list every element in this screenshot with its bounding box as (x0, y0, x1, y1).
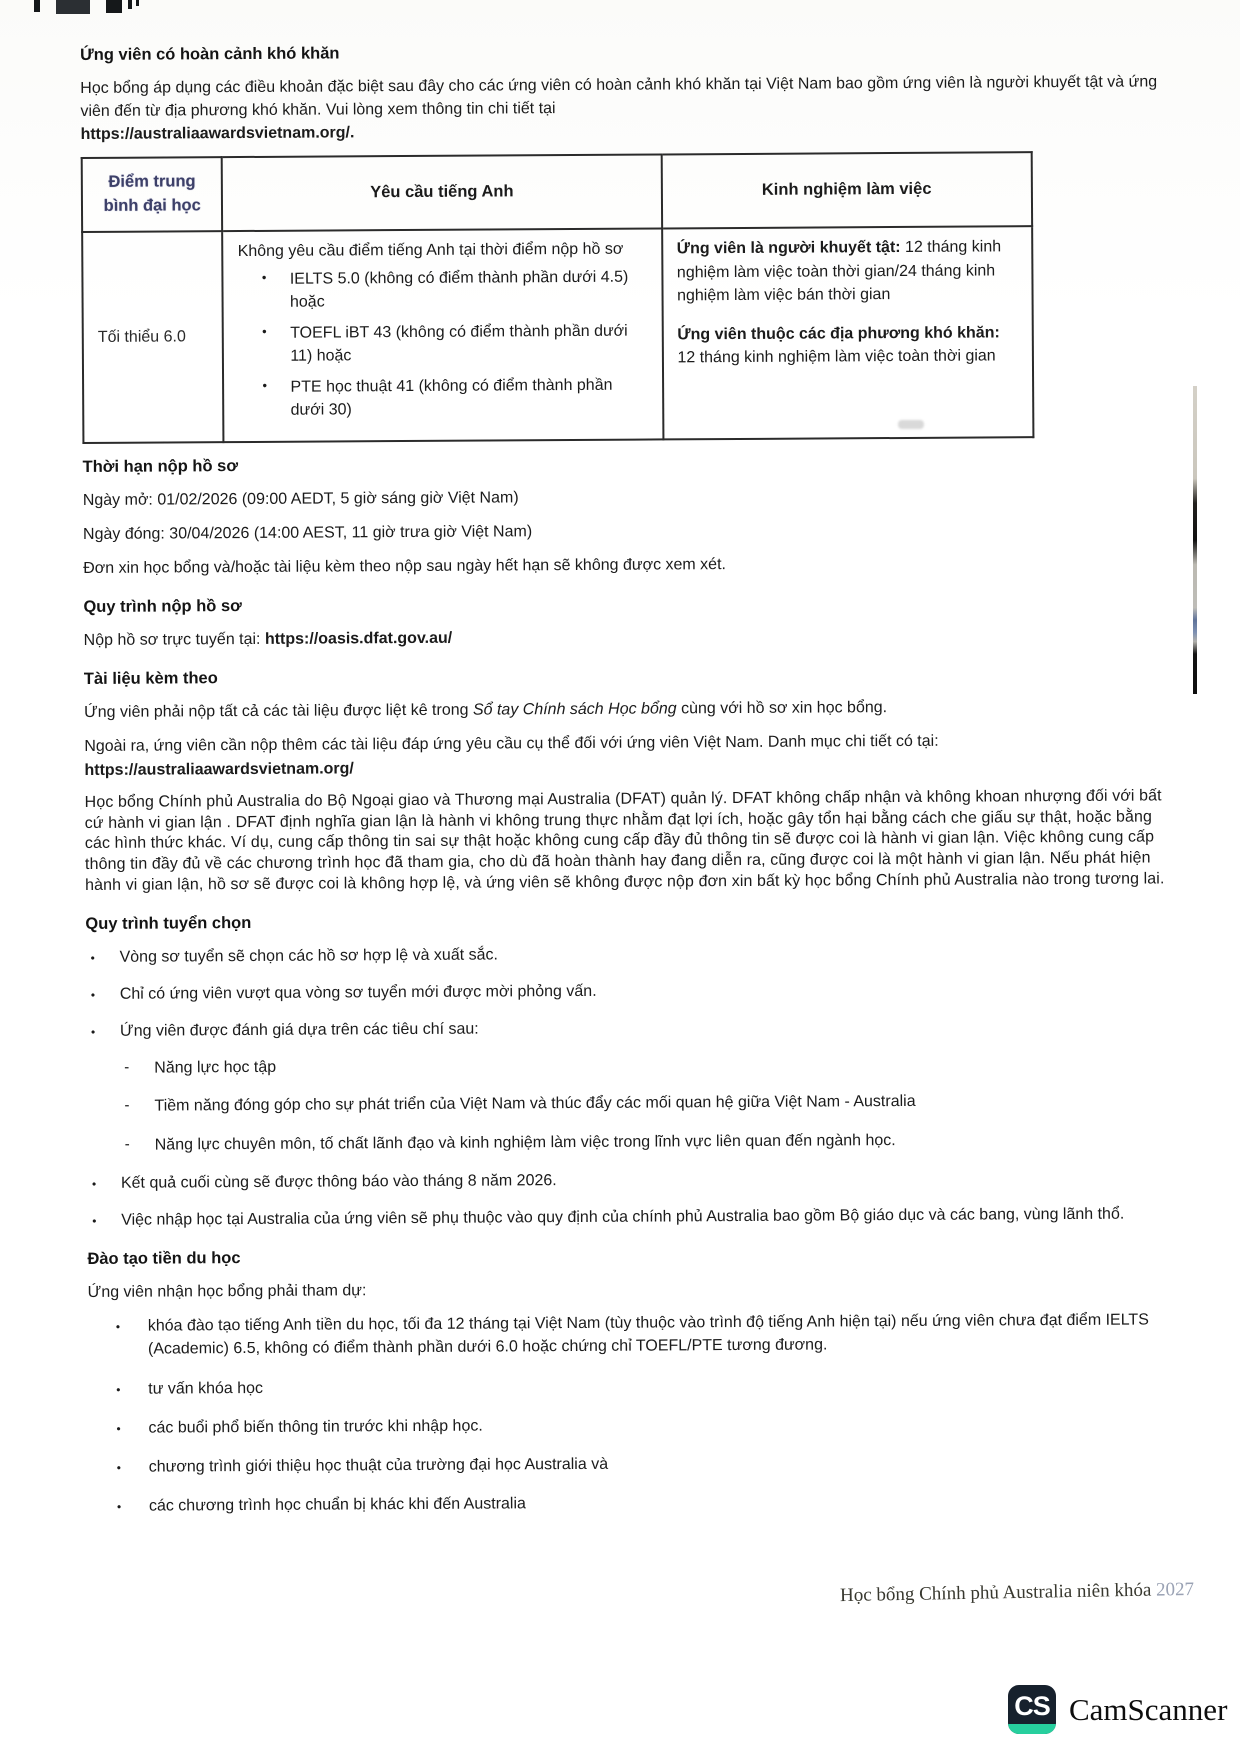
paragraph-fraud-policy: Học bổng Chính phủ Australia do Bộ Ngoại giao và Thương mại Australia (DFAT) quản lý. DFAT không chấp nhận và không khoan nhượng đối với bất cứ hành vi gian lận . DFAT định nghĩa gian lận là hành vi không trung thực nhằm đạt lợi ích, hoặc gây tổn hại bằng cách che giấu sự thật, hoặc bằng các hình thức khác. Ví dụ, cung cấp thông tin sai sự thật hoặc không cung cấp đầy đủ thông tin sẽ được coi là hành vi gian lận. Việc không cung cấp thông tin đầy đủ về các chương trình học đã tham gia, cho dù đã hoàn thành hay đang diễn ra, cũng được coi là một hành vi gian lận. Nếu phát hiện hành vi gian lận, hồ sơ sẽ được coi là không hợp lệ, và ứng viên sẽ không được nộp đơn xin bất kỳ học bổng Chính phủ Australia nào trong tương lai. (84, 787, 1165, 894)
pre-departure-intro: Ứng viên nhận học bổng phải tham dự: (87, 1282, 367, 1302)
documents-url: https://australiaawardsvietnam.org/ (84, 759, 354, 779)
heading-selection-process: Quy trình tuyển chọn (85, 913, 252, 933)
list-item (86, 1089, 1170, 1119)
cell-english-requirements (223, 229, 663, 442)
dash-icon: - (124, 1135, 130, 1153)
pre-departure-bullet: các buổi phổ biến thông tin trước khi nhập học. (148, 1417, 483, 1437)
bullet-icon: • (90, 987, 96, 1002)
requirements-table (81, 152, 1035, 444)
bullet-icon: • (262, 378, 268, 394)
handbook-title: Sổ tay Chính sách Học bổng (472, 700, 677, 719)
list-item (87, 1202, 1171, 1232)
pre-departure-bullet: các chương trình học chuẩn bị khác khi đến Australia (148, 1495, 526, 1515)
scan-artifact-mark (34, 0, 40, 12)
submission-url: https://oasis.dfat.gov.au/ (264, 629, 453, 648)
list-item (87, 1165, 1171, 1195)
experience-disability-label: Ứng viên là người khuyết tật: (676, 239, 901, 258)
submission-line (84, 622, 1168, 652)
pre-departure-bullet-list (88, 1309, 1173, 1519)
selection-bullet-list (86, 939, 1171, 1043)
deadline-late-note: Đơn xin học bổng và/hoặc tài liệu kèm theo nộp sau ngày hết hạn sẽ không được xem xét. (83, 556, 726, 577)
heading-deadline: Thời hạn nộp hồ sơ (82, 456, 239, 476)
heading-pre-departure-training: Đào tạo tiền du học (87, 1249, 241, 1269)
table-header-row (82, 153, 1032, 233)
heading-submission-process: Quy trình nộp hồ sơ (83, 597, 242, 617)
camscanner-badge-text: CS (1014, 1691, 1050, 1721)
bullet-icon: • (116, 1382, 121, 1397)
list-item (86, 1013, 1170, 1043)
selection-bullet: Chỉ có ứng viên vượt qua vòng sơ tuyển mới được mời phỏng vấn. (119, 982, 597, 1003)
selection-bullet: Ứng viên được đánh giá dựa trên các tiêu chí sau: (119, 1020, 479, 1040)
documents-text: Ngoài ra, ứng viên cần nộp thêm các tài liệu đáp ứng yêu cầu cụ thể đối với ứng viên Việt Nam. Danh mục chi tiết có tại: (84, 733, 939, 756)
dash-icon: - (124, 1097, 130, 1115)
list-item (88, 1371, 1172, 1401)
list-item (89, 1489, 1173, 1519)
scan-artifact-top-strip (28, 0, 178, 18)
english-bullet-pte: PTE học thuật 41 (không có điểm thành phần dưới 30) (290, 377, 613, 420)
camscanner-watermark (1008, 1685, 1227, 1734)
scan-artifact-mark (56, 0, 90, 14)
selection-bullet: Vòng sơ tuyển sẽ chọn các hồ sơ hợp lệ và xuất sắc. (119, 946, 498, 966)
camscanner-wordmark: CamScanner (1069, 1691, 1228, 1727)
documents-paragraph-1 (84, 695, 1168, 725)
list-item (238, 319, 649, 368)
column-header-experience: Kinh nghiệm làm việc (661, 153, 1032, 229)
hardship-url: https://australiaawardsvietnam.org/. (80, 124, 355, 144)
footer-text: Học bổng Chính phủ Australia niên khóa (839, 1579, 1157, 1607)
list-item (86, 939, 1170, 969)
selection-bullet: Việc nhập học tại Australia của ứng viên sẽ phụ thuộc vào quy định của chính phủ Australia bao gồm Bộ giáo dục và các bang, vùng lãnh thổ. (121, 1205, 1125, 1229)
deadline-close-date: Ngày đóng: 30/04/2026 (14:00 AEST, 11 giờ trưa giờ Việt Nam) (82, 522, 533, 543)
bullet-icon: • (92, 1213, 97, 1228)
list-item (238, 265, 649, 314)
paragraph-hardship (80, 70, 1164, 146)
documents-text: cùng với hồ sơ xin học bổng. (676, 699, 888, 718)
documents-text: Ứng viên phải nộp tất cả các tài liệu được liệt kê trong (84, 701, 473, 722)
bullet-icon: • (116, 1499, 122, 1514)
english-bullet-toefl: TOEFL iBT 43 (không có điểm thành phần dưới 11) hoặc (290, 322, 628, 365)
documents-paragraph-2 (84, 729, 1168, 782)
heading-attached-documents: Tài liệu kèm theo (83, 669, 218, 689)
footer-year: 2027 (1155, 1578, 1195, 1601)
list-item (238, 374, 649, 423)
bullet-icon: • (116, 1421, 121, 1436)
deadline-open-date: Ngày mở: 01/02/2026 (09:00 AEDT, 5 giờ sáng giờ Việt Nam) (82, 488, 519, 509)
english-bullet-ielts: IELTS 5.0 (không có điểm thành phần dưới 4.5) hoặc (289, 268, 629, 311)
bullet-icon: • (261, 269, 267, 285)
scan-artifact-mark (136, 0, 139, 6)
criteria-item: Năng lực học tập (154, 1059, 277, 1077)
bullet-icon: • (90, 950, 95, 965)
pre-departure-bullet: chương trình giới thiệu học thuật của trường đại học Australia và (148, 1455, 609, 1476)
scan-artifact-mark (106, 0, 122, 13)
list-item (88, 1309, 1172, 1362)
english-intro: Không yêu cầu điểm tiếng Anh tại thời điểm nộp hồ sơ (237, 241, 624, 261)
selection-criteria-sublist (86, 1051, 1171, 1157)
dash-icon: - (124, 1058, 130, 1076)
submission-prefix: Nộp hồ sơ trực tuyến tại: (83, 630, 265, 650)
list-item (87, 1127, 1171, 1157)
experience-disadvantaged-text: 12 tháng kinh nghiệm làm việc toàn thời gian (677, 347, 996, 367)
list-item (86, 1051, 1170, 1081)
experience-disability-text: 12 tháng kinh nghiệm làm việc toàn thời gian/24 tháng kinh nghiệm làm việc bán thời gian (676, 238, 1002, 305)
scan-artifact-mark (128, 0, 132, 9)
list-item (88, 1410, 1172, 1440)
camscanner-logo-icon (1008, 1685, 1056, 1734)
camscanner-teal-bar (1008, 1724, 1056, 1734)
selection-bullet: Kết quả cuối cùng sẽ được thông báo vào tháng 8 năm 2026. (120, 1171, 557, 1192)
english-bullet-list (238, 265, 650, 423)
pre-departure-bullet: tư vấn khóa học (148, 1379, 264, 1398)
bullet-icon: • (91, 1176, 97, 1191)
heading-hardship-applicants: Ứng viên có hoàn cảnh khó khăn (80, 44, 340, 64)
table-data-row (82, 227, 1033, 443)
bullet-icon: • (90, 1024, 96, 1039)
experience-disadvantaged-label: Ứng viên thuộc các địa phương khó khăn: (677, 324, 1000, 344)
experience-disability (677, 236, 1020, 308)
bullet-icon: • (262, 323, 267, 339)
pre-departure-bullet: khóa đào tạo tiếng Anh tiền du học, tối đa 12 tháng tại Việt Nam (tùy thuộc vào trình độ tiếng Anh hiện tại) nếu ứng viên chưa đạt điểm IELTS (Academic) 6.5, không có điểm thành phần dưới 6.0 hoặc chứng chỉ TOEFL/PTE tương đương. (147, 1311, 1149, 1359)
document-body (80, 37, 1173, 1534)
selection-bullet-list-2 (87, 1165, 1171, 1232)
cell-work-experience (662, 227, 1034, 440)
bullet-icon: • (116, 1460, 121, 1475)
column-header-gpa: Điểm trung bình đại học (82, 158, 223, 233)
criteria-item: Năng lực chuyên môn, tố chất lãnh đạo và kinh nghiệm làm việc trong lĩnh vực liên quan đến ngành học. (154, 1131, 896, 1154)
experience-disadvantaged (677, 321, 1020, 369)
cell-gpa: Tối thiểu 6.0 (82, 231, 224, 442)
scan-artifact-edge-line (1193, 386, 1197, 694)
hardship-text: Học bổng áp dụng các điều khoản đặc biệt sau đây cho các ứng viên có hoàn cảnh khó khăn tại Việt Nam bao gồm ứng viên là người khuyết tật và ứng viên đến từ địa phương khó khăn. Vui lòng xem thông tin chi tiết tại (80, 73, 1158, 121)
page-footer-note (840, 1579, 1194, 1607)
bullet-icon: • (115, 1320, 121, 1335)
criteria-item: Tiềm năng đóng góp cho sự phát triển của Việt Nam và thúc đẩy các mối quan hệ giữa Việt Nam - Australia (154, 1093, 916, 1115)
list-item (89, 1449, 1173, 1479)
column-header-english: Yêu cầu tiếng Anh (222, 155, 662, 232)
list-item (86, 976, 1170, 1006)
